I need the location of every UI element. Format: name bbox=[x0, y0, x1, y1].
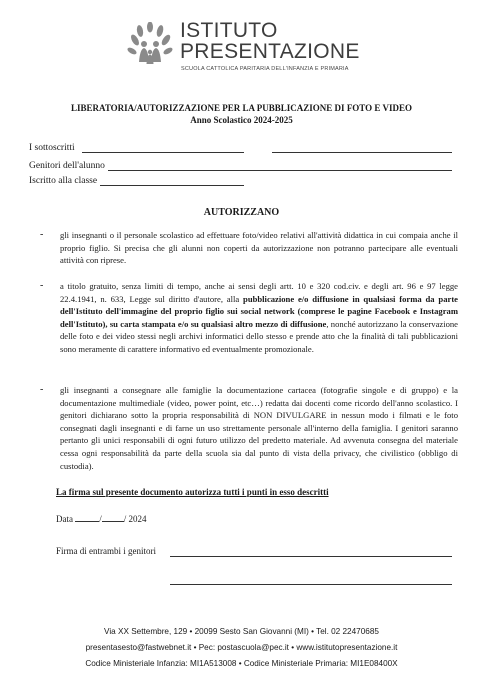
bullet-marker: - bbox=[40, 229, 44, 240]
classe-field[interactable] bbox=[100, 185, 244, 186]
section-title: AUTORIZZANO bbox=[203, 207, 280, 218]
firma-label: Firma di entrambi i genitori bbox=[56, 546, 156, 556]
document-title: LIBERATORIA/AUTORIZZAZIONE PER LA PUBBLICAZIONE DI FOTO E VIDEO bbox=[71, 103, 412, 113]
date-label: Data bbox=[56, 514, 73, 524]
bullet-marker: - bbox=[40, 280, 44, 291]
footer-address: Via XX Settembre, 129 • 20099 Sesto San Giovanni (MI) • Tel. 02 22470685 bbox=[104, 627, 379, 636]
brand-name-line2: PRESENTAZIONE bbox=[180, 40, 360, 63]
signature-field-1[interactable] bbox=[170, 556, 452, 557]
sottoscritti-label: I sottoscritti bbox=[29, 143, 75, 153]
date-year: / 2024 bbox=[123, 514, 147, 524]
paragraph-consent-photos: gli insegnanti o il personale scolastico ad effettuare foto/video relativi all'attività didattica in cui compaia anche il proprio figlio. Si precisa che gli alunni non coperti da autorizzazione non potranno partecipare alle eventuali attività con riprese. bbox=[60, 230, 458, 266]
school-year: Anno Scolastico 2024-2025 bbox=[190, 115, 293, 125]
publication-text-c: , nonché autorizzano la conservazione delle foto e dei video stessi negli archivi informatici dello stesso e prende atto che la finalità di tali pubblicazioni sono meramente di carattere informativo ed eventualmente promozionale. bbox=[60, 318, 458, 354]
publication-text-a: a titolo gratuito, senza limiti di tempo, anche ai sensi degli artt. 10 e 320 cod.civ. e degli art. 96 e 97 legge 22.4.1941, n. 633, Legge sul diritto d'autore, alla bbox=[60, 281, 458, 304]
sottoscritti-field-1[interactable] bbox=[82, 152, 244, 153]
family-tree-logo-icon bbox=[126, 22, 174, 70]
date-month-field[interactable] bbox=[102, 521, 124, 522]
footer-codes: Codice Ministeriale Infanzia: MI1A513008 • Codice Ministeriale Primaria: MI1E08400X bbox=[85, 659, 398, 668]
date-day-field[interactable] bbox=[75, 521, 99, 522]
signature-field-2[interactable] bbox=[170, 584, 452, 585]
date-separator: / bbox=[99, 514, 102, 524]
bullet-marker: - bbox=[40, 384, 44, 395]
classe-label: Iscritto alla classe bbox=[29, 176, 98, 186]
date-line bbox=[56, 514, 147, 524]
brand-subtitle: SCUOLA CATTOLICA PARITARIA DELL'INFANZIA E PRIMARIA bbox=[181, 66, 349, 72]
footer-contacts: presentasesto@fastwebnet.it • Pec: postascuola@pec.it • www.istitutopresentazione.it bbox=[85, 643, 398, 652]
sottoscritti-field-2[interactable] bbox=[272, 152, 452, 153]
paragraph-publication bbox=[60, 280, 458, 356]
paragraph-documentation: gli insegnanti a consegnare alle famiglie la documentazione cartacea (fotografie singole e di gruppo) e la documentazione multimediale (video, power point, etc…) redatta dai docenti come ricordo dell'anno scolastico. I genitori dichiarano sotto la propria responsabilità di NON DIVULGARE in nessun modo i filmati e le foto consegnati dagli insegnanti e di farne un uso strettamente personale all'interno della famiglia. I genitori saranno pertanto gli unici responsabili di ogni futuro utilizzo del predetto materiale. Ad avvenuta consegna del materiale cessa ogni responsabilità da parte della scuola sia dal punto di vista della privacy, che civilistico (obbligo di custodia). bbox=[60, 385, 458, 471]
publication-text-bold: pubblicazione e/o diffusione in qualsiasi forma da parte dell'Istituto dell'immagine del proprio figlio sui social network (comprese le pagine Facebook e Instagram dell'Istituto), su carta stampata e/o su qualsiasi altro mezzo di diffusione bbox=[60, 293, 459, 329]
signature-statement: La firma sul presente documento autorizza tutti i punti in esso descritti bbox=[56, 487, 329, 497]
genitori-label: Genitori dell'alunno bbox=[29, 161, 105, 171]
brand-name-line1: ISTITUTO bbox=[180, 19, 278, 42]
alunno-name-field[interactable] bbox=[108, 170, 452, 171]
